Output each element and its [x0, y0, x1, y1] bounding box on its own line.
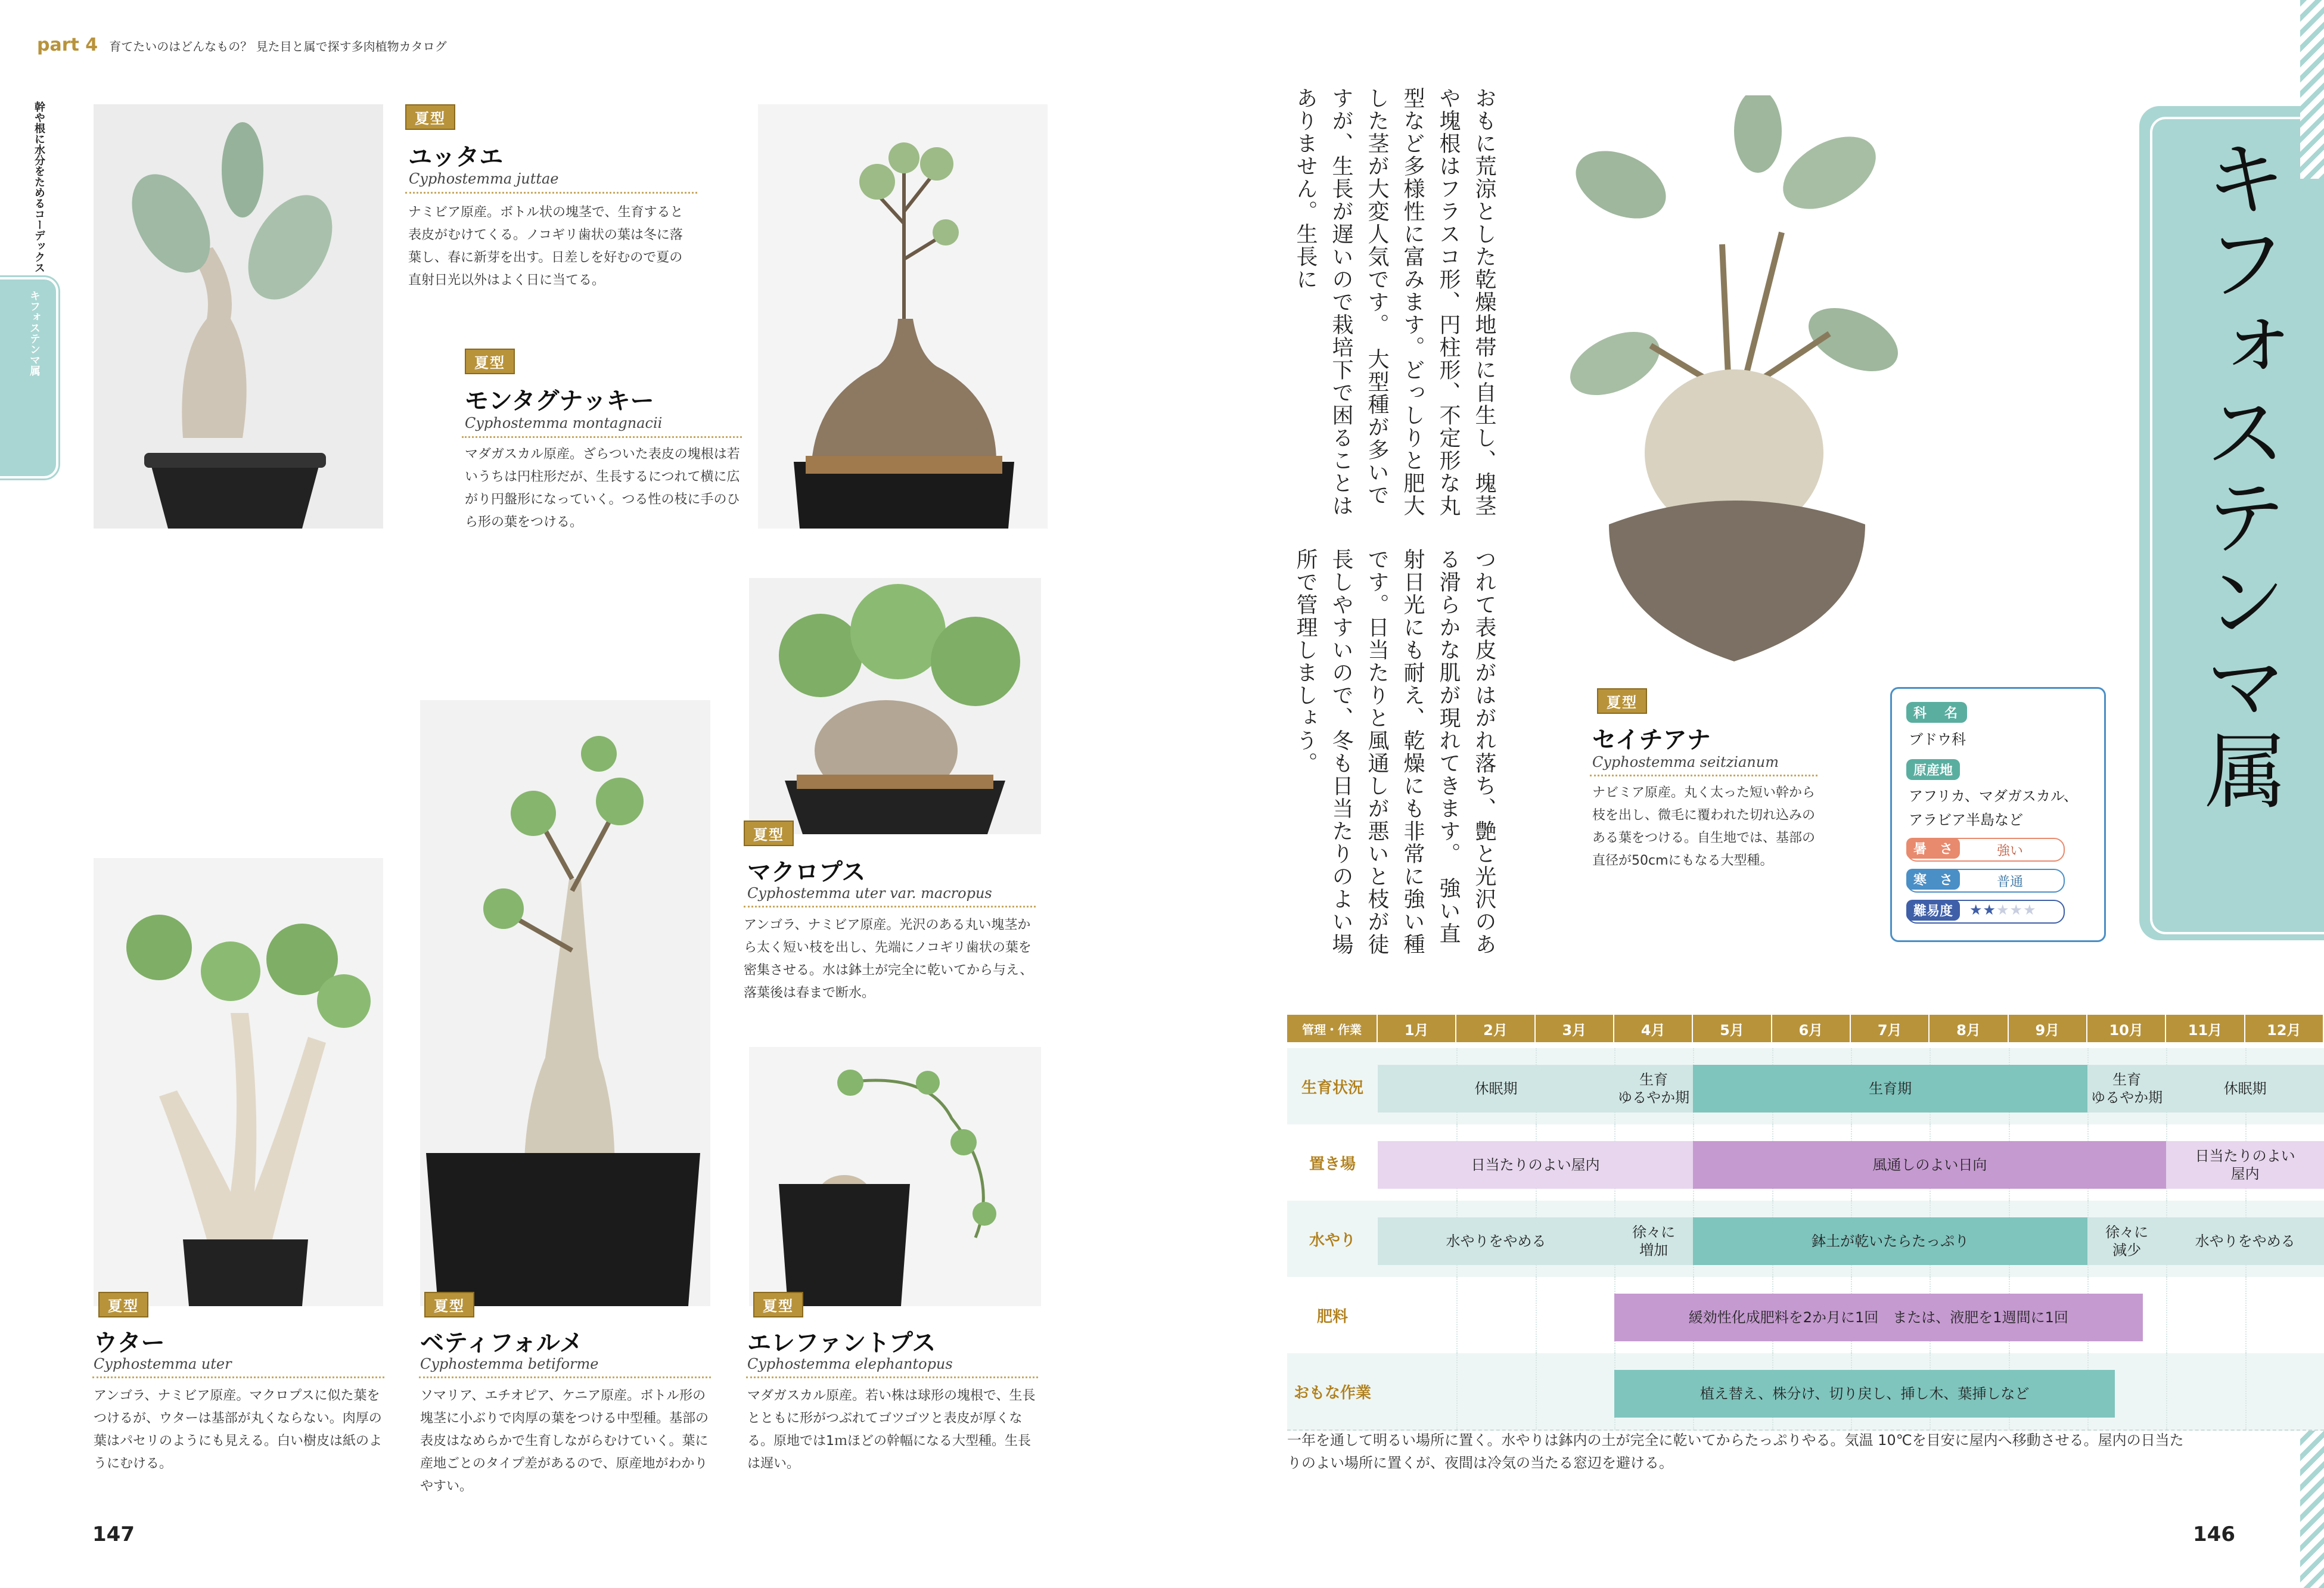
calendar-row-label: 肥料	[1316, 1307, 1348, 1326]
plant-scientific-name: Cyphostemma uter var. macropus	[747, 885, 992, 902]
star-filled-icon: ★	[1983, 902, 1997, 918]
calendar-month-header: 9月	[2009, 1015, 2087, 1042]
heat-value: 強い	[1997, 844, 2024, 859]
calendar-bar: 緩効性化成肥料を2か月に1回 または、液肥を1週間に1回	[1614, 1294, 2143, 1341]
plant-name: エレファントプス	[747, 1329, 936, 1357]
calendar-bar: 生育 ゆるやか期	[1614, 1065, 1693, 1112]
plant-name: セイチアナ	[1592, 726, 1711, 754]
genus-title-tab	[2139, 106, 2324, 940]
calendar-month-header: 4月	[1614, 1015, 1693, 1042]
difficulty-label: 難易度	[1906, 900, 1960, 921]
header	[37, 35, 447, 55]
calendar-gridline	[1456, 1353, 1458, 1429]
plant-scientific-name: Cyphostemma montagnacii	[465, 415, 663, 431]
star-empty-icon: ★	[1996, 902, 2010, 918]
heat-rating	[1906, 838, 2065, 862]
season-tag: 夏型	[98, 1292, 148, 1317]
plant-name: ユッタエ	[408, 144, 504, 171]
calendar-row-label: 水やり	[1309, 1231, 1356, 1250]
photo-macropus	[749, 578, 1041, 834]
star-empty-icon: ★	[2023, 902, 2037, 918]
difficulty-stars	[1969, 902, 2037, 918]
photo-elephantopus	[749, 1047, 1041, 1306]
calendar-bar: 日当たりのよい 屋内	[2166, 1141, 2324, 1189]
season-tag: 夏型	[405, 104, 455, 130]
calendar-month-header: 3月	[1536, 1015, 1614, 1042]
calendar-month-header: 5月	[1693, 1015, 1772, 1042]
plant-description: ナビミア原産。丸く太った短い幹から枝を出し、微毛に覆われた切れ込みのある葉をつける。自生地では、基部の直径が50cmにもなる大型種。	[1592, 785, 1816, 868]
info-box	[1890, 687, 2106, 942]
calendar-month-header: 8月	[1930, 1015, 2008, 1042]
decorative-stripes-top	[2300, 0, 2324, 179]
cold-label: 寒 さ	[1906, 869, 1960, 890]
plant-description: アンゴラ、ナミビア原産。マクロプスに似た葉をつけるが、ウターは基部が丸くならない。肉厚の葉はパセリのようにも見える。白い樹皮は紙のようにむける。	[94, 1388, 383, 1471]
cold-rating	[1906, 869, 2065, 893]
season-tag: 夏型	[1597, 688, 1647, 714]
side-nav-genus-label: キフォステンマ属	[28, 290, 41, 376]
calendar-gridline	[1536, 1277, 1537, 1353]
care-calendar	[1287, 1015, 2324, 1429]
calendar-gridline	[1536, 1353, 1537, 1429]
photo-betiforme	[420, 700, 710, 1306]
origin-line-2: アラビア半島など	[1909, 812, 2023, 828]
calendar-bar: 休眠期	[2166, 1065, 2324, 1112]
plant-description: アンゴラ、ナミビア原産。光沢のある丸い塊茎から太く短い枝を出し、先端にノコギリ歯状の葉を密集させる。水は鉢土が完全に乾いてから与え、落葉後は春まで断水。	[744, 918, 1033, 1000]
calendar-bar: 生育 ゆるやか期	[2087, 1065, 2166, 1112]
plant-description: マダガスカル原産。ざらついた表皮の塊根は若いうちは円柱形だが、生長するにつれて横に広がり円盤形になっていく。つる性の枝に手のひら形の葉をつける。	[465, 447, 740, 530]
plant-scientific-name: Cyphostemma juttae	[409, 170, 559, 187]
star-filled-icon: ★	[1969, 902, 1983, 918]
calendar-month-header: 10月	[2087, 1015, 2166, 1042]
photo-montagnacii	[758, 104, 1048, 529]
plant-scientific-name: Cyphostemma elephantopus	[747, 1356, 953, 1372]
part-label: part 4	[37, 35, 98, 55]
calendar-bar: 水やりをやめる	[2166, 1217, 2324, 1265]
calendar-gridline	[2245, 1353, 2247, 1429]
calendar-row-label: 置き場	[1309, 1155, 1356, 1173]
plant-description: ナミビア原産。ボトル状の塊茎で、生育すると表皮がむけてくる。ノコギリ歯状の葉は冬に落葉し、春に新芽を出す。日差しを好むので夏の直射日光以外はよく日に当てる。	[408, 205, 683, 288]
heat-label: 暑 さ	[1906, 838, 1960, 859]
calendar-gridline	[2166, 1277, 2167, 1353]
care-note: 一年を通して明るい場所に置く。水やりは鉢内の土が完全に乾いてからたっぷりやる。気温 10℃を目安に屋内へ移動させる。屋内の日当たりのよい場所に置くが、夜間は冷気の当たる窓辺を避ける。	[1287, 1432, 2184, 1471]
family-label: 科 名	[1906, 702, 1967, 723]
calendar-corner-header: 管理・作業	[1287, 1015, 1378, 1042]
side-nav-category: 幹や根に水分をためるコーデックス	[33, 101, 45, 273]
difficulty-rating	[1906, 900, 2065, 924]
calendar-gridline	[1456, 1277, 1458, 1353]
calendar-row-label: 生育状況	[1301, 1079, 1363, 1097]
calendar-month-header: 11月	[2166, 1015, 2245, 1042]
star-empty-icon: ★	[2009, 902, 2024, 918]
plant-description: マダガスカル原産。若い株は球形の塊根で、生長とともに形がつぶれてゴツゴツと表皮が厚くなる。原地では1ｍほどの幹幅になる大型種。生長は遅い。	[747, 1388, 1036, 1471]
plant-name: モンタグナッキー	[465, 387, 654, 415]
plant-name: マクロプス	[747, 859, 866, 886]
plant-name: ウター	[94, 1329, 165, 1357]
calendar-month-header: 12月	[2245, 1015, 2324, 1042]
calendar-bar: 植え替え、株分け、切り戻し、挿し木、葉挿しなど	[1614, 1370, 2115, 1418]
calendar-gridline	[2166, 1353, 2167, 1429]
page-number-right: 146	[2193, 1522, 2235, 1546]
intro-column-2: つれて表皮がはがれ落ち、艶と光沢のある滑らかな肌が現れてきます。 強い直射日光にも耐え、乾燥にも非常に強い種です。日当たりと風通しが悪いと枝が徒長しやすいので、冬も日当たりのよい場所で管理しましょう。	[1293, 548, 1496, 956]
photo-uter	[94, 858, 383, 1306]
side-nav-genus-tab[interactable]	[0, 277, 58, 478]
calendar-row-label: おもな作業	[1293, 1384, 1371, 1402]
calendar-month-header: 2月	[1456, 1015, 1535, 1042]
plant-scientific-name: Cyphostemma uter	[94, 1356, 232, 1372]
calendar-bar: 徐々に 増加	[1614, 1217, 1693, 1265]
plant-name: ベティフォルメ	[420, 1329, 583, 1357]
season-tag: 夏型	[465, 349, 515, 374]
calendar-bar: 水やりをやめる	[1378, 1217, 1614, 1265]
cold-value: 普通	[1997, 875, 2024, 890]
page-number-left: 147	[92, 1522, 135, 1546]
photo-seitzianum	[1531, 95, 1937, 679]
calendar-gridline	[2245, 1277, 2247, 1353]
intro-column-1: おもに荒涼とした乾燥地帯に自生し、塊茎や塊根はフラスコ形、円柱形、不定形な丸型など多様性に富みます。どっしりと肥大した茎が大変人気です。 大型種が多いですが、生長が遅いので栽培下で困ることはありません。生長に	[1293, 87, 1496, 517]
calendar-bar: 鉢土が乾いたらたっぷり	[1693, 1217, 2087, 1265]
photo-juttae	[94, 104, 383, 529]
family-value: ブドウ科	[1909, 731, 1966, 748]
plant-scientific-name: Cyphostemma betiforme	[420, 1356, 599, 1372]
calendar-bar: 徐々に 減少	[2087, 1217, 2166, 1265]
season-tag: 夏型	[744, 821, 794, 846]
calendar-month-header: 7月	[1851, 1015, 1930, 1042]
calendar-bar: 休眠期	[1378, 1065, 1614, 1112]
origin-label: 原産地	[1906, 759, 1960, 780]
calendar-month-header: 1月	[1378, 1015, 1456, 1042]
plant-description: ソマリア、エチオピア、ケニア原産。ボトル形の塊茎に小ぶりで肉厚の葉をつける中型種。基部の表皮はなめらかで生育しながらむけていく。葉に産地ごとのタイプ差があるので、原産地がわかりやすい。	[420, 1388, 709, 1494]
calendar-bar: 日当たりのよい屋内	[1378, 1141, 1693, 1189]
calendar-month-header: 6月	[1772, 1015, 1851, 1042]
origin-line-1: アフリカ、マダガスカル、	[1909, 788, 2078, 804]
plant-scientific-name: Cyphostemma seitzianum	[1592, 754, 1779, 770]
calendar-bar: 生育期	[1693, 1065, 2087, 1112]
calendar-bar: 風通しのよい日向	[1693, 1141, 2166, 1189]
genus-title: キフォステンマ属	[2191, 136, 2287, 813]
season-tag: 夏型	[753, 1292, 803, 1317]
decorative-stripes-bottom	[2300, 1424, 2324, 1588]
season-tag: 夏型	[424, 1292, 474, 1317]
header-subtitle: 育てたいのはどんなもの？ 見た目と属で探す多肉植物カタログ	[109, 39, 447, 54]
